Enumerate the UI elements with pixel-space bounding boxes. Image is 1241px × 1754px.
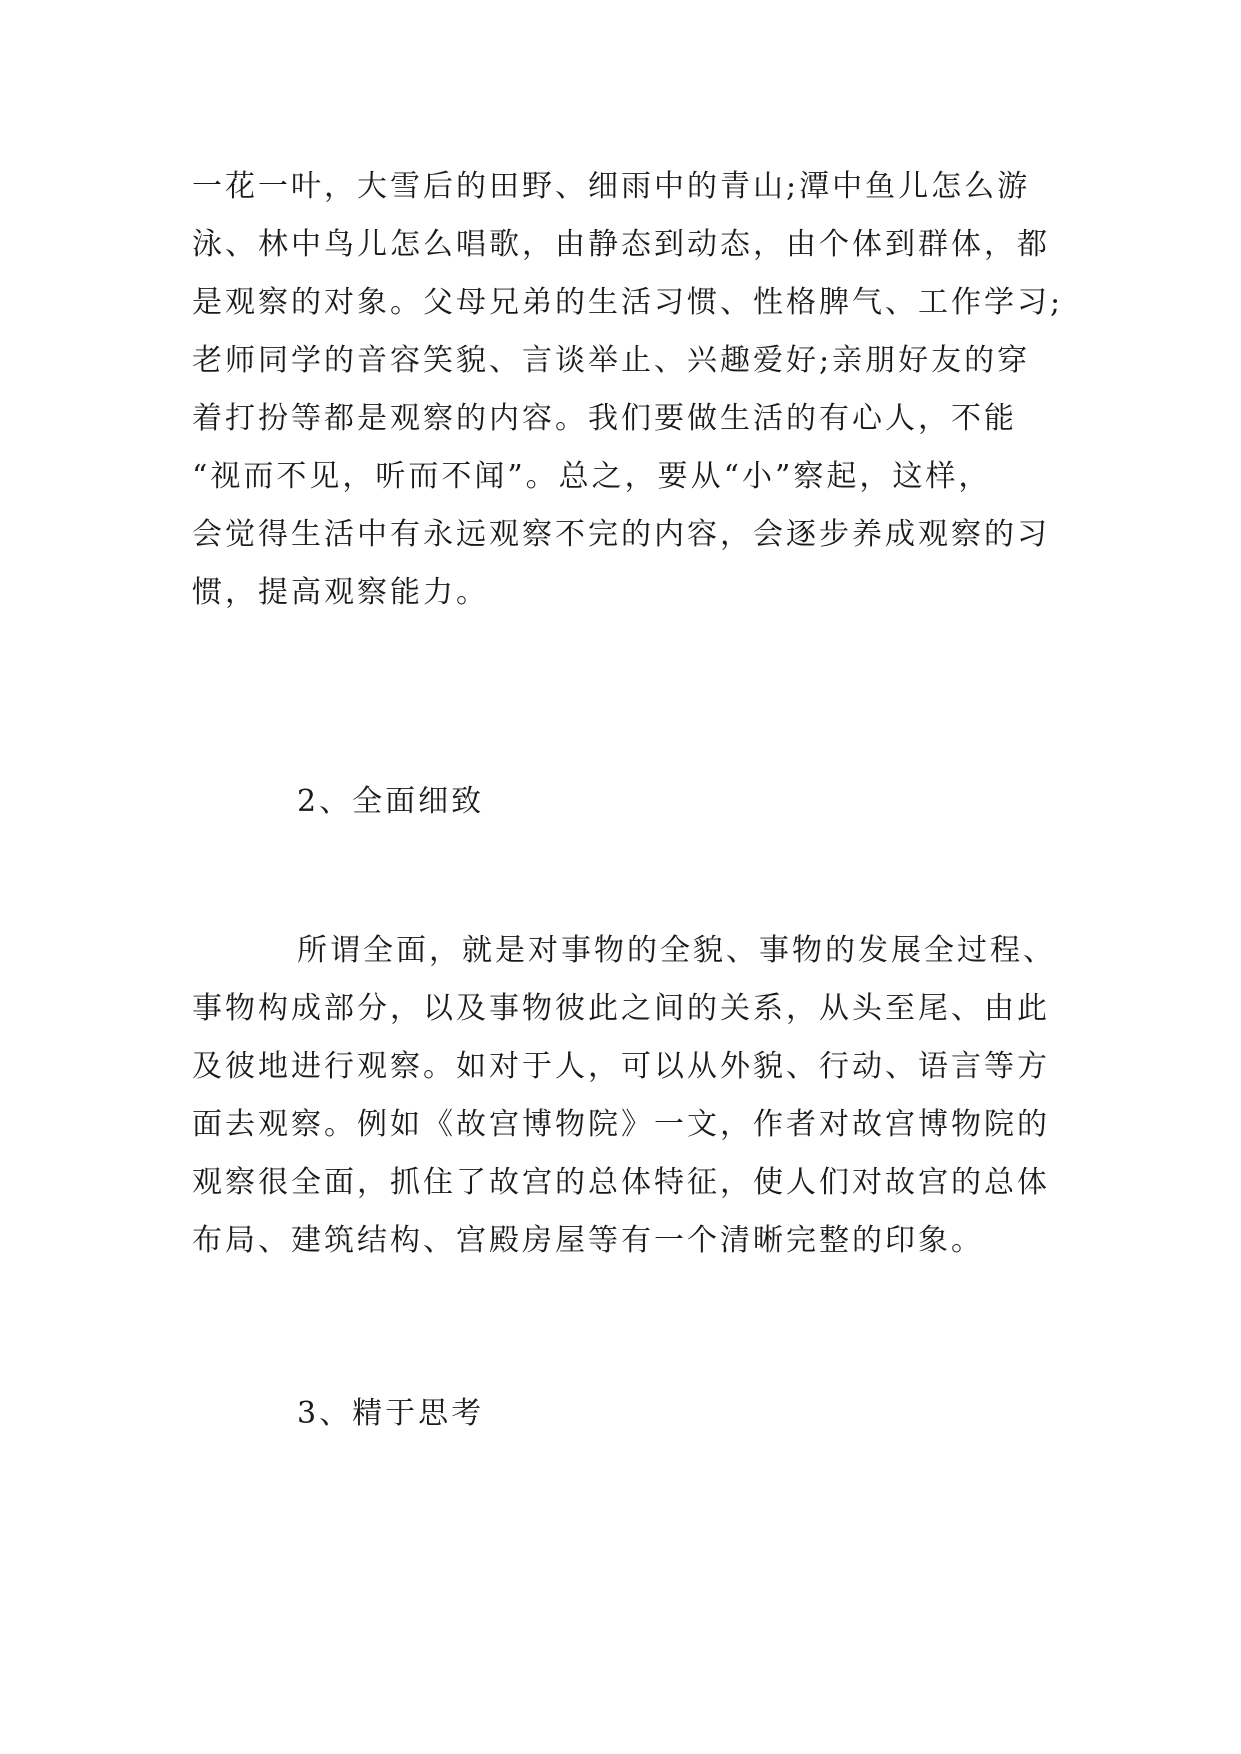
text-line: 所谓全面，就是对事物的全貌、事物的发展全过程、 [297,933,1056,968]
text-line: 面去观察。例如《故宫博物院》一文，作者对故宫博物院的 [192,1107,1050,1142]
text-line: 着打扮等都是观察的内容。我们要做生活的有心人，不能 [192,401,1017,436]
text-line: 会觉得生活中有永远观察不完的内容，会逐步养成观察的习 [192,517,1050,552]
text-line: 泳、林中鸟儿怎么唱歌，由静态到动态，由个体到群体，都 [192,227,1050,262]
text-line: 惯，提高观察能力。 [192,575,489,610]
text-line: 观察很全面，抓住了故宫的总体特征，使人们对故宫的总体 [192,1165,1050,1200]
paragraph-comprehensive [192,922,1060,1270]
text-line: 事物构成部分，以及事物彼此之间的关系，从头至尾、由此 [192,991,1050,1026]
text-line: 一花一叶，大雪后的田野、细雨中的青山;潭中鱼儿怎么游 [192,169,1031,204]
section-heading-3: 3、精于思考 [297,1396,485,1431]
text-line: 老师同学的音容笑貌、言谈举止、兴趣爱好;亲朋好友的穿 [192,343,1031,378]
text-line: “视而不见，听而不闻”。总之，要从“小”察起，这样， [192,459,992,494]
text-line: 布局、建筑结构、宫殿房屋等有一个清晰完整的印象。 [192,1223,984,1258]
section-heading-2: 2、全面细致 [297,784,485,819]
paragraph-observation-objects [192,158,1064,622]
text-line: 是观察的对象。父母兄弟的生活习惯、性格脾气、工作学习; [192,285,1064,320]
text-line: 及彼地进行观察。如对于人，可以从外貌、行动、语言等方 [192,1049,1050,1084]
